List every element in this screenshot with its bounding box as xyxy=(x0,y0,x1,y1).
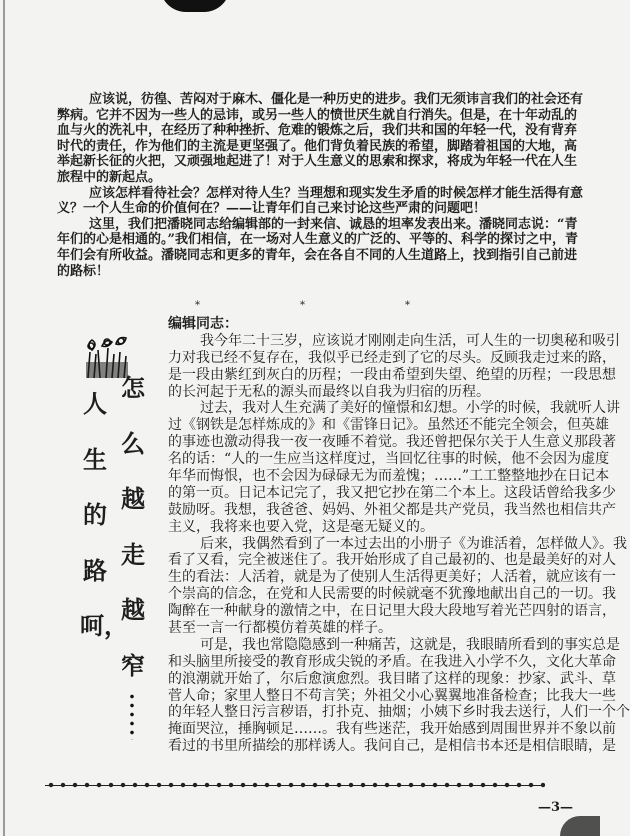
text-line: 菅人命；家里人整日不苟言笑；外祖父小心翼翼地准备检查；比我大一些 xyxy=(168,687,616,704)
text-line: 举起新长征的火把，又顽强地起进了！对于人生意义的思索和探求，将成为年轻一代在人生 xyxy=(57,154,578,170)
title-char: 人 xyxy=(83,389,107,418)
title-char: 生 xyxy=(83,444,107,474)
title-char: 的 xyxy=(83,500,107,529)
title-char: 呵， xyxy=(80,611,128,640)
text-line: 的长河起于无私的源头而最终以自我为归宿的历程。 xyxy=(168,383,490,400)
text-line: 弊病。它并不因为一些人的忌讳，或另一些人的愤世厌生就自行消失。但是，在十年动乱的 xyxy=(57,107,578,123)
separator-star: * xyxy=(195,300,200,311)
text-line: 陶醉在一种献身的激情之中，在日记里大段大段地写着光芒四射的语言， xyxy=(168,603,616,620)
letter-salutation: 编辑同志： xyxy=(168,316,238,332)
page-number: —3— xyxy=(538,800,574,815)
title-column-left xyxy=(80,376,128,654)
text-line: 力对我已经不复存在，我似乎已经走到了它的尽头。反顾我走过来的路， xyxy=(168,349,616,366)
editor-introduction xyxy=(57,92,584,279)
text-line: 时代的责任，作为他们的主流是更坚强了。他们背负着民族的希望，脚踏着祖国的大地，高 xyxy=(57,138,578,154)
text-line: 过《钢铁是怎样炼成的》和《雷锋日记》。虽然还不能完全领会，但英雄 xyxy=(168,417,609,434)
separator-star: * xyxy=(405,300,410,311)
text-line: 名的话：“人的一生应当这样度过，当回忆往事的时候，他不会因为虚度 xyxy=(168,451,610,468)
text-line: 甚至一言一行都模仿着英雄的样子。 xyxy=(168,620,392,637)
section-separator xyxy=(0,300,600,310)
title-char: 走 xyxy=(121,539,145,569)
text-line: 的年轻人整日污言秽语，打扑克、抽烟；小姨下乡时我去送行，人们一个个 xyxy=(168,704,630,721)
text-line: 生的看法：人活着，就是为了使别人生活得更美好；人活着，就应该有一 xyxy=(168,569,616,586)
text-line: 我今年二十三岁，应该说才刚刚走向生活，可人生的一切奥秘和吸引 xyxy=(200,332,620,349)
text-line: 血与火的洗礼中，在经历了种种挫折、危难的锻炼之后，我们共和国的年轻一代，没有背弃 xyxy=(57,123,578,139)
text-line: 看过的书里所描绘的那样诱人。我问自己，是相信书本还是相信眼睛，是 xyxy=(168,738,616,755)
text-line: 的事迹也激动得我一夜一夜睡不着觉。我还曾把保尔关于人生意义那段著 xyxy=(168,434,616,451)
scan-smudge xyxy=(560,816,600,836)
text-line: 旅程中的新起点。 xyxy=(57,169,162,185)
text-line: 掩面哭泣，捶胸顿足……。我有些迷茫，我开始感到周围世界并不象以前 xyxy=(168,721,616,738)
text-line: 的浪潮就开始了，尔后愈演愈烈。我目睹了这样的现象：抄家、武斗、草 xyxy=(168,670,616,687)
text-line: 和头脑里所接受的教育形成尖锐的矛盾。在我进入小学不久，文化大革命 xyxy=(168,653,616,670)
text-line: 年们的心是相通的。”我们相信，在一场对人生意义的广泛的、平等的、科学的探讨之中，青 xyxy=(57,232,578,248)
title-column-right xyxy=(118,360,148,693)
title-char: 越 xyxy=(121,595,145,624)
text-line: 个崇高的信念，在党和人民需要的时候就毫不犹豫地献出自己的一切。我 xyxy=(168,586,616,603)
text-line: 的路标！ xyxy=(57,263,110,279)
title-ellipsis xyxy=(130,692,134,740)
text-line: 主义，我将来也要入党，这是毫无疑义的。 xyxy=(168,518,434,535)
separator-star: * xyxy=(300,300,305,311)
text-line: 应该怎样看待社会？怎样对待人生？当理想和现实发生矛盾的时候怎样才能生活得有意 xyxy=(89,185,584,201)
text-line: 的第一页。日记本记完了，我又把它抄在第二个本上。这段话曾给我多少 xyxy=(168,484,616,501)
text-line: 年华而悔恨，也不会因为碌碌无为而羞愧；……”工工整整地抄在日记本 xyxy=(168,468,610,485)
text-line: 是一段由紫红到灰白的历程；一段由希望到失望、绝望的历程；一段思想 xyxy=(168,366,616,383)
title-char: 么 xyxy=(121,428,145,458)
title-char: 越 xyxy=(121,484,145,513)
text-line: 可是，我也常隐隐感到一种痛苦，这就是，我眼睛所看到的事实总是 xyxy=(200,636,620,653)
title-char: 窄 xyxy=(121,650,145,680)
title-char: 路 xyxy=(83,555,107,585)
scan-left-edge xyxy=(3,0,5,836)
ink-blot xyxy=(160,0,230,12)
letter-body xyxy=(168,316,630,755)
text-line: 应该说，彷徨、苦闷对于麻木、僵化是一种历史的进步。我们无须讳言我们的社会还有 xyxy=(89,92,584,107)
text-line: 这里，我们把潘晓同志给编辑部的一封来信、诚恳的坦率发表出来。潘晓同志说：“青 xyxy=(89,216,578,232)
text-line: 后来，我偶然看到了一本过去出的小册子《为谁活着，怎样做人》。我 xyxy=(200,535,627,552)
text-line: 义？一个人生命的价值何在？——让青年们自己来讨论这些严肃的问题吧！ xyxy=(57,201,487,217)
text-line: 看了又看，完全被迷住了。我开始形成了自己最初的、也是最美好的对人 xyxy=(168,552,616,569)
text-line: 年们会有所收益。潘晓同志和更多的青年，会在各自不同的人生道路上，找到指引自己前进 xyxy=(57,247,578,263)
text-line: 过去，我对人生充满了美好的憧憬和幻想。小学的时候，我就听人讲 xyxy=(200,400,620,417)
text-line: 鼓励呀。我想，我爸爸、妈妈、外祖父都是共产党员，我当然也相信共产 xyxy=(168,501,616,518)
title-char: 怎 xyxy=(121,373,145,402)
decorative-divider xyxy=(45,781,545,789)
